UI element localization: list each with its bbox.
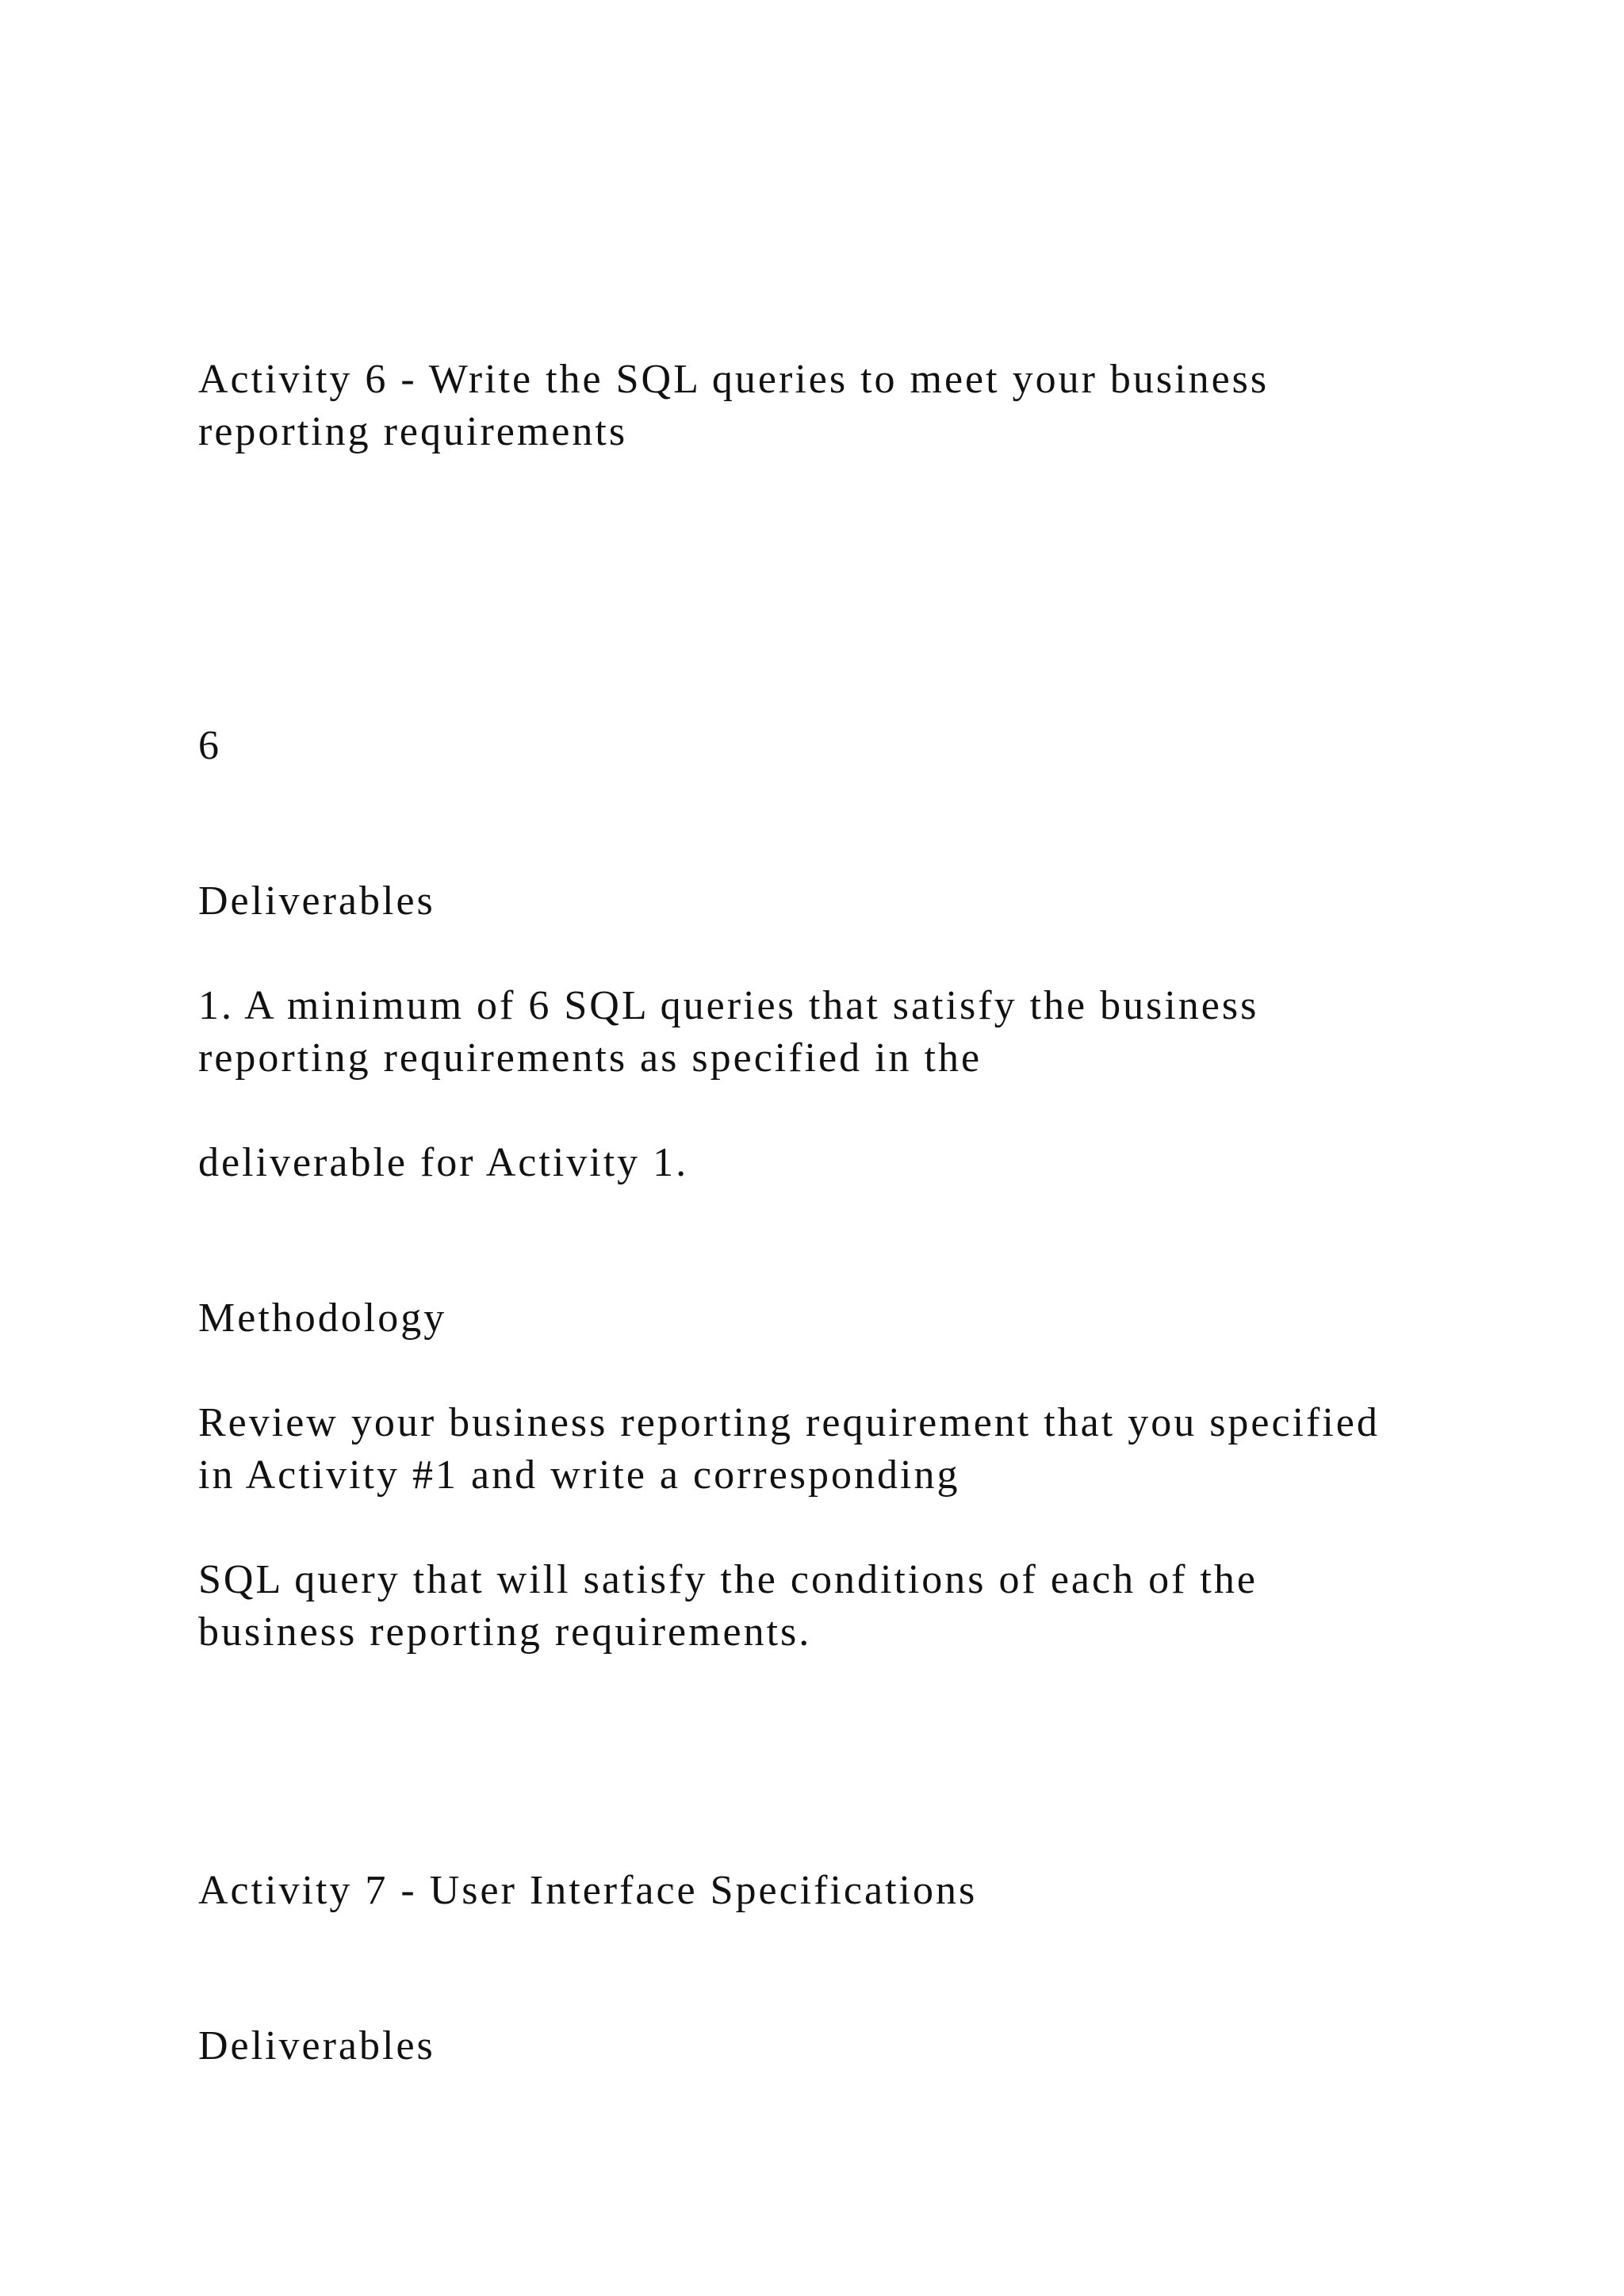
page-number: 6 bbox=[198, 723, 221, 768]
methodology-line-3: SQL query that will satisfy the conditions of each of the bbox=[198, 1557, 1258, 1602]
methodology-line-1: Review your business reporting requirement that you specified bbox=[198, 1400, 1380, 1445]
methodology-heading: Methodology bbox=[198, 1295, 447, 1341]
methodology-line-2: in Activity #1 and write a corresponding bbox=[198, 1452, 960, 1498]
methodology-line-4: business reporting requirements. bbox=[198, 1609, 812, 1655]
deliverables-heading: Deliverables bbox=[198, 878, 435, 924]
deliverable-item-line-1: 1. A minimum of 6 SQL queries that satisfy the business bbox=[198, 983, 1259, 1028]
activity-6-heading-line-1: Activity 6 - Write the SQL queries to meet your business bbox=[198, 357, 1270, 402]
activity-6-heading-line-2: reporting requirements bbox=[198, 409, 628, 454]
deliverable-item-line-2: reporting requirements as specified in the bbox=[198, 1035, 982, 1081]
deliverables-heading-2: Deliverables bbox=[198, 2023, 435, 2068]
activity-7-heading: Activity 7 - User Interface Specifications bbox=[198, 1868, 978, 1913]
deliverable-item-line-3: deliverable for Activity 1. bbox=[198, 1140, 689, 1185]
